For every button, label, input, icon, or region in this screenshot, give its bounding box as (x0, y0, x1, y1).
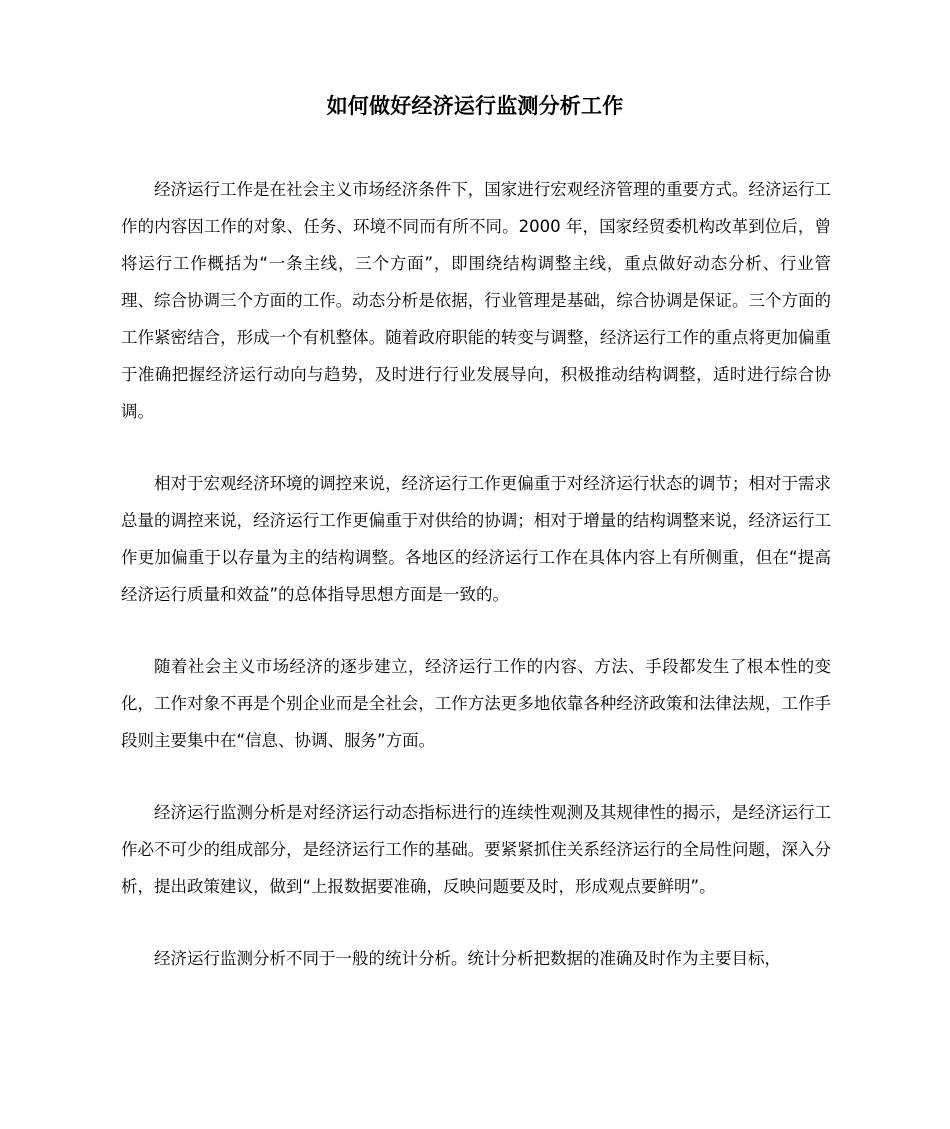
paragraph-3: 随着社会主义市场经济的逐步建立，经济运行工作的内容、方法、手段都发生了根本性的变化，工作对象不再是个别企业而是全社会，工作方法更多地依靠各种经济政策和法律法规，工作手段则主要集中在“信息、协调、服务”方面。 (121, 657, 831, 750)
paragraph-4: 经济运行监测分析是对经济运行动态指标进行的连续性观测及其规律性的揭示，是经济运行工作必不可少的组成部分，是经济运行工作的基础。要紧紧抓住关系经济运行的全局性问题，深入分析，提出政策建议，做到“上报数据要准确，反映问题要及时，形成观点要鲜明”。 (121, 803, 831, 896)
document-title: 如何做好经济运行监测分析工作 (326, 94, 624, 118)
document-body (121, 171, 831, 977)
paragraph-1: 经济运行工作是在社会主义市场经济条件下，国家进行宏观经济管理的重要方式。经济运行工作的内容因工作的对象、任务、环境不同而有所不同。2000 年，国家经贸委机构改革到位后，曾将运行工作概括为“一条主线，三个方面”，即围绕结构调整主线，重点做好动态分析、行业管理、综合协调三个方面的工作。动态分析是依据，行业管理是基础，综合协调是保证。三个方面的工作紧密结合，形成一个有机整体。随着政府职能的转变与调整，经济运行工作的重点将更加偏重于准确把握经济运行动向与趋势，及时进行行业发展导向，积极推动结构调整，适时进行综合协调。 (121, 180, 831, 421)
paragraph-2: 相对于宏观经济环境的调控来说，经济运行工作更偏重于对经济运行状态的调节；相对于需求总量的调控来说，经济运行工作更偏重于对供给的协调；相对于增量的结构调整来说，经济运行工作更加偏重于以存量为主的结构调整。各地区的经济运行工作在具体内容上有所侧重，但在“提高经济运行质量和效益”的总体指导思想方面是一致的。 (121, 474, 831, 604)
paragraph-5: 经济运行监测分析不同于一般的统计分析。统计分析把数据的准确及时作为主要目标， (154, 949, 781, 968)
